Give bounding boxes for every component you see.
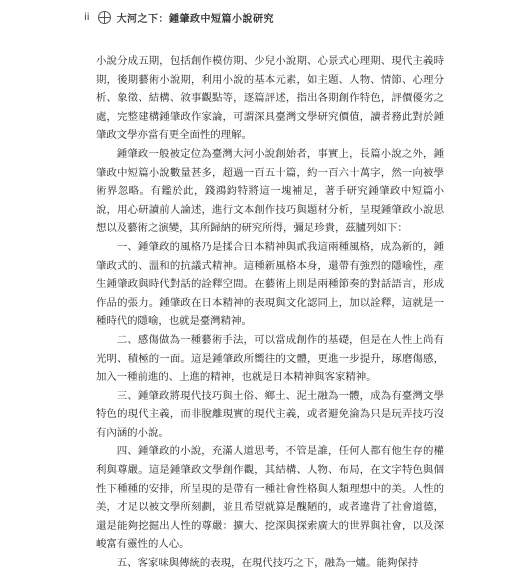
paragraph: 鍾肇政一般被定位為臺灣大河小說創始者，事實上，長篇小說之外，鍾肇政中短篇小說數量甚多，超過一百五十篇，約一百六十萬字，然一向被學術界忽略。有鑑於此，錢鴻鈞特將這一塊補足，著手研究鍾肇政中短篇小說，用心研讀前人論述，進行文本創作技巧與題材分析，呈現鍾肇政小說思想以及藝術之演變，其所歸納的研究所得，彌足珍貴，茲臚列如下： [96,147,444,235]
page-number: ii [84,12,90,23]
running-header [84,10,274,25]
paragraph-point-3: 三、鍾肇政將現代技巧與土俗、鄉土、泥土融為一體，成為有臺灣文學特色的現代主義，而非脫離現實的現代主義，或者避免淪為只是玩弄技巧沒有內涵的小說。 [96,389,444,439]
cross-circle-ornament-icon [98,11,111,24]
body-text [96,52,444,573]
running-title: 大河之下：鍾肇政中短篇小說研究 [116,14,275,25]
paragraph-point-4: 四、鍾肇政的小說，充滿人道思考，不管是誰，任何人都有他生存的權利與尊嚴。這是鍾肇政文學創作觀，其結構、人物、布局，在文字特色與個性下種種的安排，所呈現的是帶有一種社會性格與人類理想中的美。人性的美，才足以被文學所刻劃，並且希望就算是醜陋的，或者違背了社會道德，還是能夠挖掘出人性的尊嚴：擴大、挖深與探索廣大的世界與社會，以及深峻富有靈性的人心。 [96,445,444,551]
paragraph-point-1: 一、鍾肇政的風格乃是揉合日本精神與貳我這兩種風格，成為新的，鍾肇政式的、溫和的抗議式精神。這種新風格本身，還帶有強烈的隱喻性，產生鍾肇政與時代對話的詮釋空間。在藝術上則是兩種節奏的對話語言，形成作品的張力。鍾肇政在日本精神的表現與文化認同上，加以詮釋，這就是一種時代的隱喻，也就是臺灣精神。 [96,240,444,328]
paragraph-continued: 小說分成五期，包括創作模仿期、少兒小說期、心景式心理期、現代主義時期，後期藝術小說期，利用小說的基本元素，如主題、人物、情節、心理分析、象徵、結構、敘事觀點等，逐篇評述，指出各期創作特色，評價優劣之處，完整建構鍾肇政作家論，可謂深具臺灣文學研究價值，讀者務此對於鍾肇政文學亦當有更全面性的理解。 [96,55,444,142]
paragraph-point-2: 二、感傷做為一種藝術手法，可以當成創作的基礎，但是在人性上尚有光明、積極的一面。這是鍾肇政所嚮往的文體，更進一步提升，琢磨傷感，加入一種前進的、上進的精神，也就是日本精神與客家精神。 [96,333,444,384]
paragraph-point-5: 五、客家味與傳統的表現，在現代技巧之下，融為一爐。能夠保持 [116,557,419,570]
